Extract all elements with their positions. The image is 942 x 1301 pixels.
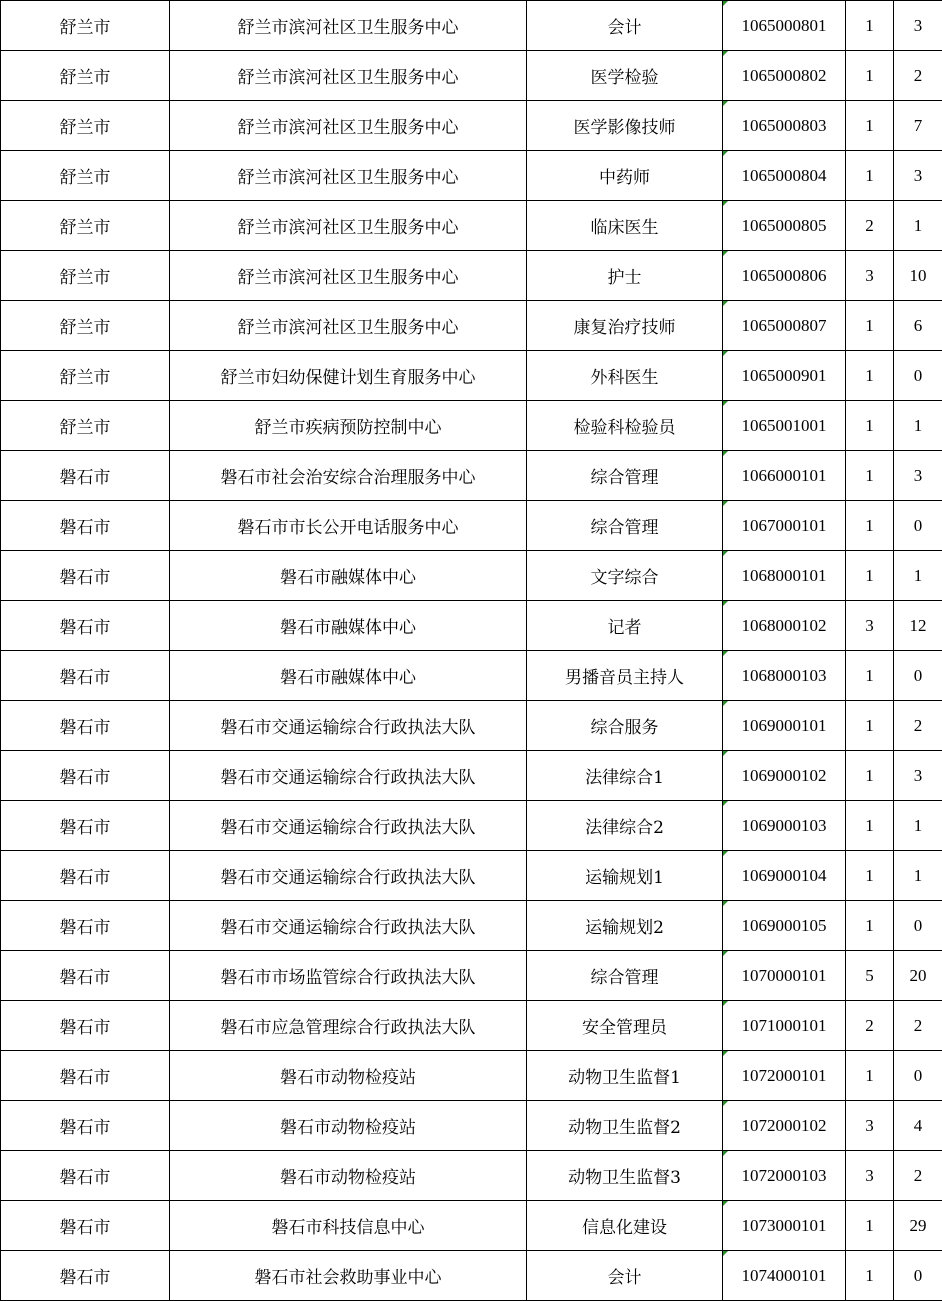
unit-cell: 磐石市市长公开电话服务中心 [170, 501, 527, 551]
position-cell: 运输规划1 [527, 851, 723, 901]
unit-cell: 磐石市动物检疫站 [170, 1151, 527, 1201]
table-row [1, 51, 942, 101]
applicant-count-cell: 1 [894, 851, 942, 901]
position-code-cell: 1065000806 [723, 251, 846, 301]
hire-count-cell: 1 [846, 401, 894, 451]
position-cell: 法律综合1 [527, 751, 723, 801]
table-row [1, 551, 942, 601]
unit-cell: 磐石市融媒体中心 [170, 601, 527, 651]
table-row [1, 501, 942, 551]
city-cell: 磐石市 [1, 551, 170, 601]
table-row [1, 851, 942, 901]
unit-cell: 磐石市交通运输综合行政执法大队 [170, 701, 527, 751]
city-cell: 磐石市 [1, 1201, 170, 1251]
position-cell: 动物卫生监督2 [527, 1101, 723, 1151]
position-cell: 动物卫生监督1 [527, 1051, 723, 1101]
unit-cell: 舒兰市滨河社区卫生服务中心 [170, 201, 527, 251]
position-cell: 医学影像技师 [527, 101, 723, 151]
table-row [1, 101, 942, 151]
unit-cell: 磐石市应急管理综合行政执法大队 [170, 1001, 527, 1051]
position-cell: 运输规划2 [527, 901, 723, 951]
position-code-cell: 1073000101 [723, 1201, 846, 1251]
hire-count-cell: 3 [846, 1151, 894, 1201]
position-cell: 记者 [527, 601, 723, 651]
position-cell: 文字综合 [527, 551, 723, 601]
hire-count-cell: 3 [846, 601, 894, 651]
applicant-count-cell: 3 [894, 1, 942, 51]
city-cell: 磐石市 [1, 651, 170, 701]
city-cell: 磐石市 [1, 1001, 170, 1051]
hire-count-cell: 2 [846, 1001, 894, 1051]
position-cell: 中药师 [527, 151, 723, 201]
position-cell: 安全管理员 [527, 1001, 723, 1051]
hire-count-cell: 1 [846, 651, 894, 701]
hire-count-cell: 2 [846, 201, 894, 251]
position-code-cell: 1065000804 [723, 151, 846, 201]
city-cell: 舒兰市 [1, 51, 170, 101]
unit-cell: 磐石市交通运输综合行政执法大队 [170, 901, 527, 951]
hire-count-cell: 1 [846, 751, 894, 801]
table-row [1, 201, 942, 251]
city-cell: 磐石市 [1, 451, 170, 501]
table-row [1, 1151, 942, 1201]
table-row [1, 701, 942, 751]
position-cell: 会计 [527, 1, 723, 51]
hire-count-cell: 3 [846, 1101, 894, 1151]
unit-cell: 舒兰市滨河社区卫生服务中心 [170, 1, 527, 51]
position-code-cell: 1068000103 [723, 651, 846, 701]
position-cell: 综合管理 [527, 501, 723, 551]
unit-cell: 舒兰市滨河社区卫生服务中心 [170, 51, 527, 101]
position-code-cell: 1072000101 [723, 1051, 846, 1101]
position-cell: 护士 [527, 251, 723, 301]
table-row [1, 451, 942, 501]
unit-cell: 磐石市融媒体中心 [170, 551, 527, 601]
unit-cell: 磐石市交通运输综合行政执法大队 [170, 801, 527, 851]
unit-cell: 舒兰市滨河社区卫生服务中心 [170, 251, 527, 301]
position-code-cell: 1068000101 [723, 551, 846, 601]
position-cell: 男播音员主持人 [527, 651, 723, 701]
applicant-count-cell: 3 [894, 751, 942, 801]
table-row [1, 151, 942, 201]
unit-cell: 磐石市交通运输综合行政执法大队 [170, 851, 527, 901]
city-cell: 舒兰市 [1, 151, 170, 201]
hire-count-cell: 1 [846, 351, 894, 401]
hire-count-cell: 1 [846, 551, 894, 601]
applicant-count-cell: 1 [894, 801, 942, 851]
city-cell: 磐石市 [1, 751, 170, 801]
hire-count-cell: 1 [846, 901, 894, 951]
unit-cell: 磐石市动物检疫站 [170, 1051, 527, 1101]
position-code-cell: 1066000101 [723, 451, 846, 501]
table-row [1, 301, 942, 351]
city-cell: 磐石市 [1, 1051, 170, 1101]
position-code-cell: 1074000101 [723, 1251, 846, 1301]
unit-cell: 磐石市动物检疫站 [170, 1101, 527, 1151]
position-code-cell: 1069000101 [723, 701, 846, 751]
city-cell: 磐石市 [1, 1101, 170, 1151]
position-cell: 法律综合2 [527, 801, 723, 851]
city-cell: 磐石市 [1, 1251, 170, 1301]
applicant-count-cell: 7 [894, 101, 942, 151]
table-row [1, 601, 942, 651]
hire-count-cell: 1 [846, 1, 894, 51]
city-cell: 磐石市 [1, 901, 170, 951]
position-code-cell: 1065001001 [723, 401, 846, 451]
unit-cell: 磐石市市场监管综合行政执法大队 [170, 951, 527, 1001]
table-row [1, 901, 942, 951]
position-code-cell: 1072000103 [723, 1151, 846, 1201]
hire-count-cell: 1 [846, 851, 894, 901]
unit-cell: 舒兰市妇幼保健计划生育服务中心 [170, 351, 527, 401]
hire-count-cell: 1 [846, 451, 894, 501]
table-row [1, 801, 942, 851]
position-code-cell: 1065000807 [723, 301, 846, 351]
position-code-cell: 1065000801 [723, 1, 846, 51]
unit-cell: 舒兰市滨河社区卫生服务中心 [170, 301, 527, 351]
applicant-count-cell: 6 [894, 301, 942, 351]
city-cell: 舒兰市 [1, 251, 170, 301]
position-code-cell: 1068000102 [723, 601, 846, 651]
position-cell: 综合管理 [527, 951, 723, 1001]
hire-count-cell: 1 [846, 701, 894, 751]
unit-cell: 舒兰市滨河社区卫生服务中心 [170, 101, 527, 151]
applicant-count-cell: 0 [894, 1251, 942, 1301]
table-row [1, 951, 942, 1001]
city-cell: 磐石市 [1, 601, 170, 651]
position-cell: 会计 [527, 1251, 723, 1301]
hire-count-cell: 3 [846, 251, 894, 301]
applicant-count-cell: 1 [894, 401, 942, 451]
applicant-count-cell: 12 [894, 601, 942, 651]
position-cell: 临床医生 [527, 201, 723, 251]
applicant-count-cell: 0 [894, 901, 942, 951]
city-cell: 磐石市 [1, 851, 170, 901]
applicant-count-cell: 4 [894, 1101, 942, 1151]
table-row [1, 251, 942, 301]
position-cell: 综合服务 [527, 701, 723, 751]
unit-cell: 磐石市科技信息中心 [170, 1201, 527, 1251]
table-row [1, 751, 942, 801]
applicant-count-cell: 2 [894, 701, 942, 751]
position-cell: 检验科检验员 [527, 401, 723, 451]
city-cell: 磐石市 [1, 951, 170, 1001]
hire-count-cell: 1 [846, 101, 894, 151]
position-cell: 医学检验 [527, 51, 723, 101]
applicant-count-cell: 0 [894, 1051, 942, 1101]
position-code-cell: 1072000102 [723, 1101, 846, 1151]
city-cell: 磐石市 [1, 801, 170, 851]
unit-cell: 磐石市社会治安综合治理服务中心 [170, 451, 527, 501]
position-code-cell: 1065000805 [723, 201, 846, 251]
table-row [1, 351, 942, 401]
city-cell: 舒兰市 [1, 201, 170, 251]
hire-count-cell: 1 [846, 1051, 894, 1101]
position-cell: 综合管理 [527, 451, 723, 501]
applicant-count-cell: 0 [894, 351, 942, 401]
applicant-count-cell: 1 [894, 201, 942, 251]
hire-count-cell: 1 [846, 501, 894, 551]
hire-count-cell: 1 [846, 51, 894, 101]
applicant-count-cell: 2 [894, 1151, 942, 1201]
table-row [1, 401, 942, 451]
position-cell: 外科医生 [527, 351, 723, 401]
table-body [1, 1, 942, 1301]
table-row [1, 1001, 942, 1051]
hire-count-cell: 1 [846, 1251, 894, 1301]
city-cell: 舒兰市 [1, 351, 170, 401]
applicant-count-cell: 0 [894, 651, 942, 701]
applicant-count-cell: 20 [894, 951, 942, 1001]
position-code-cell: 1070000101 [723, 951, 846, 1001]
position-code-cell: 1065000802 [723, 51, 846, 101]
position-cell: 动物卫生监督3 [527, 1151, 723, 1201]
city-cell: 舒兰市 [1, 1, 170, 51]
position-code-cell: 1069000105 [723, 901, 846, 951]
table-row [1, 1, 942, 51]
unit-cell: 舒兰市滨河社区卫生服务中心 [170, 151, 527, 201]
city-cell: 磐石市 [1, 701, 170, 751]
hire-count-cell: 5 [846, 951, 894, 1001]
hire-count-cell: 1 [846, 1201, 894, 1251]
unit-cell: 磐石市融媒体中心 [170, 651, 527, 701]
unit-cell: 舒兰市疾病预防控制中心 [170, 401, 527, 451]
position-code-cell: 1065000803 [723, 101, 846, 151]
city-cell: 舒兰市 [1, 101, 170, 151]
applicant-count-cell: 3 [894, 151, 942, 201]
applicant-count-cell: 0 [894, 501, 942, 551]
position-cell: 信息化建设 [527, 1201, 723, 1251]
city-cell: 磐石市 [1, 501, 170, 551]
table-row [1, 1251, 942, 1301]
position-code-cell: 1069000103 [723, 801, 846, 851]
applicant-count-cell: 1 [894, 551, 942, 601]
position-code-cell: 1069000104 [723, 851, 846, 901]
table-row [1, 1201, 942, 1251]
applicant-count-cell: 3 [894, 451, 942, 501]
position-cell: 康复治疗技师 [527, 301, 723, 351]
applicant-count-cell: 29 [894, 1201, 942, 1251]
table-row [1, 1101, 942, 1151]
position-code-cell: 1071000101 [723, 1001, 846, 1051]
city-cell: 磐石市 [1, 1151, 170, 1201]
unit-cell: 磐石市交通运输综合行政执法大队 [170, 751, 527, 801]
hire-count-cell: 1 [846, 801, 894, 851]
hire-count-cell: 1 [846, 301, 894, 351]
applicant-count-cell: 10 [894, 251, 942, 301]
applicant-count-cell: 2 [894, 51, 942, 101]
table-row [1, 1051, 942, 1101]
hire-count-cell: 1 [846, 151, 894, 201]
position-code-cell: 1067000101 [723, 501, 846, 551]
city-cell: 舒兰市 [1, 401, 170, 451]
position-code-cell: 1065000901 [723, 351, 846, 401]
table-row [1, 651, 942, 701]
city-cell: 舒兰市 [1, 301, 170, 351]
unit-cell: 磐石市社会救助事业中心 [170, 1251, 527, 1301]
applicant-count-cell: 2 [894, 1001, 942, 1051]
position-code-cell: 1069000102 [723, 751, 846, 801]
